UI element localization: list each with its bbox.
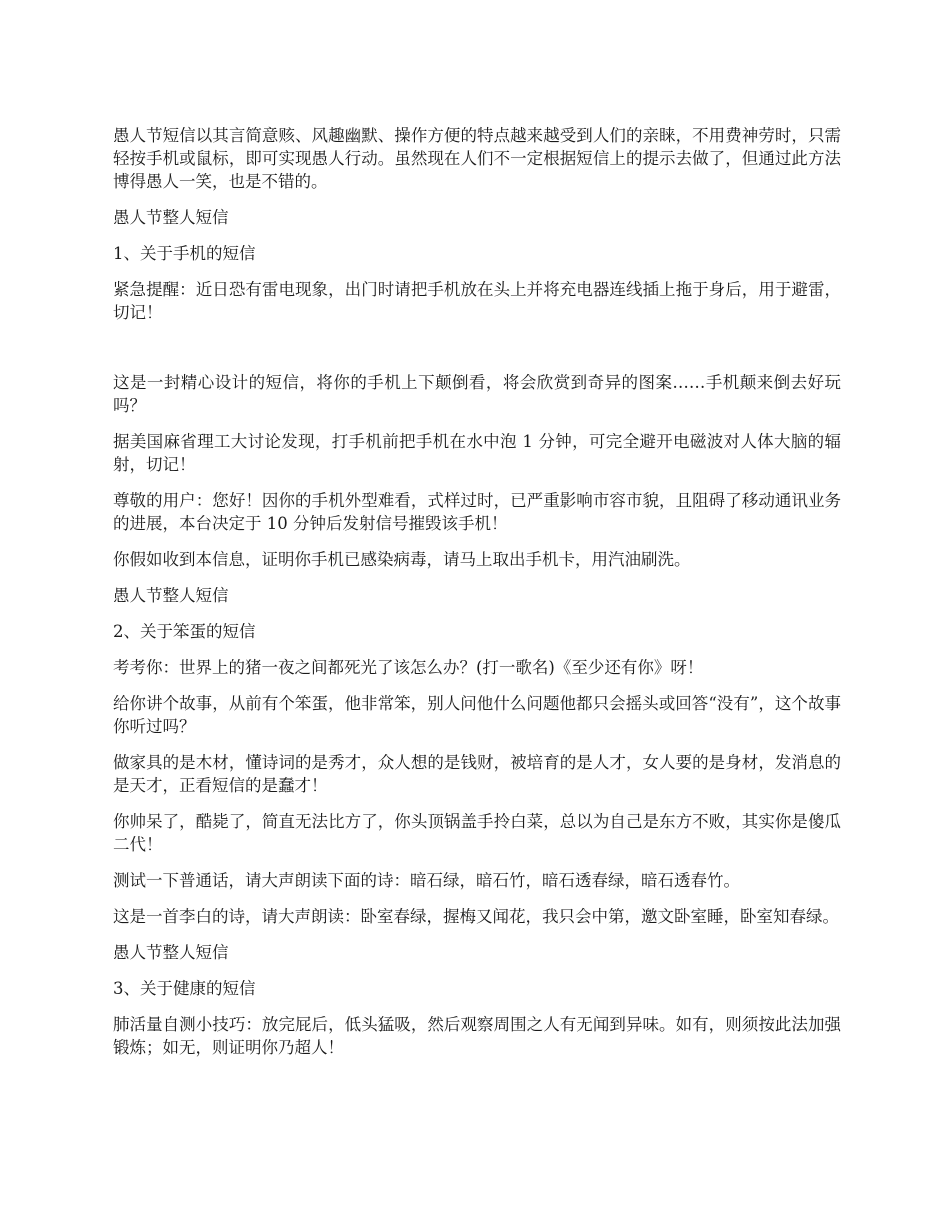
section-heading: 愚人节整人短信 bbox=[113, 943, 229, 962]
subsection-heading: 3、关于健康的短信 bbox=[113, 979, 256, 998]
sms-paragraph: 据美国麻省理工大讨论发现，打手机前把手机在水中泡 1 分钟，可完全避开电磁波对人体大脑的辐射，切记！ bbox=[113, 432, 841, 474]
sms-paragraph: 考考你：世界上的猪一夜之间都死光了该怎么办？(打一歌名)《至少还有你》呀！ bbox=[113, 658, 704, 677]
sms-paragraph: 这是一首李白的诗，请大声朗读：卧室春绿，握梅又闻花，我只会中第，邀文卧室睡，卧室知春绿。 bbox=[113, 907, 839, 926]
sms-paragraph: 肺活量自测小技巧：放完屁后，低头猛吸，然后观察周围之人有无闻到异味。如有，则须按此法加强锻炼；如无，则证明你乃超人！ bbox=[113, 1015, 841, 1057]
intro-paragraph: 愚人节短信以其言简意赅、风趣幽默、操作方便的特点越来越受到人们的亲睐，不用费神劳时，只需轻按手机或鼠标，即可实现愚人行动。虽然现在人们不一定根据短信上的提示去做了，但通过此方法博得愚人一笑，也是不错的。 bbox=[113, 126, 841, 191]
blank-gap bbox=[113, 337, 841, 371]
sms-paragraph: 这是一封精心设计的短信，将你的手机上下颠倒看，将会欣赏到奇异的图案……手机颠来倒去好玩吗？ bbox=[113, 373, 841, 415]
sms-paragraph: 测试一下普通话，请大声朗读下面的诗：暗石绿，暗石竹，暗石透春绿，暗石透春竹。 bbox=[113, 871, 740, 890]
sms-paragraph: 你假如收到本信息，证明你手机已感染病毒，请马上取出手机卡，用汽油刷洗。 bbox=[113, 550, 691, 569]
sms-paragraph: 给你讲个故事，从前有个笨蛋，他非常笨，别人问他什么问题他都只会摇头或回答“没有”，这个故事你听过吗？ bbox=[113, 694, 841, 736]
section-heading: 愚人节整人短信 bbox=[113, 208, 229, 227]
sms-paragraph: 做家具的是木材，懂诗词的是秀才，众人想的是钱财，被培育的是人才，女人要的是身材，发消息的是天才，正看短信的是蠢才！ bbox=[113, 753, 841, 795]
section-heading: 愚人节整人短信 bbox=[113, 586, 229, 605]
sms-paragraph: 尊敬的用户：您好！因你的手机外型难看，式样过时，已严重影响市容市貌，且阻碍了移动通讯业务的进展，本台决定于 10 分钟后发射信号摧毁该手机！ bbox=[113, 491, 841, 533]
subsection-heading: 1、关于手机的短信 bbox=[113, 244, 256, 263]
sms-paragraph: 你帅呆了，酷毙了，简直无法比方了，你头顶锅盖手拎白菜，总以为自己是东方不败，其实你是傻瓜二代！ bbox=[113, 812, 841, 854]
document-body bbox=[113, 124, 841, 1072]
subsection-heading: 2、关于笨蛋的短信 bbox=[113, 622, 256, 641]
sms-paragraph: 紧急提醒：近日恐有雷电现象，出门时请把手机放在头上并将充电器连线插上拖于身后，用于避雷，切记！ bbox=[113, 280, 841, 322]
